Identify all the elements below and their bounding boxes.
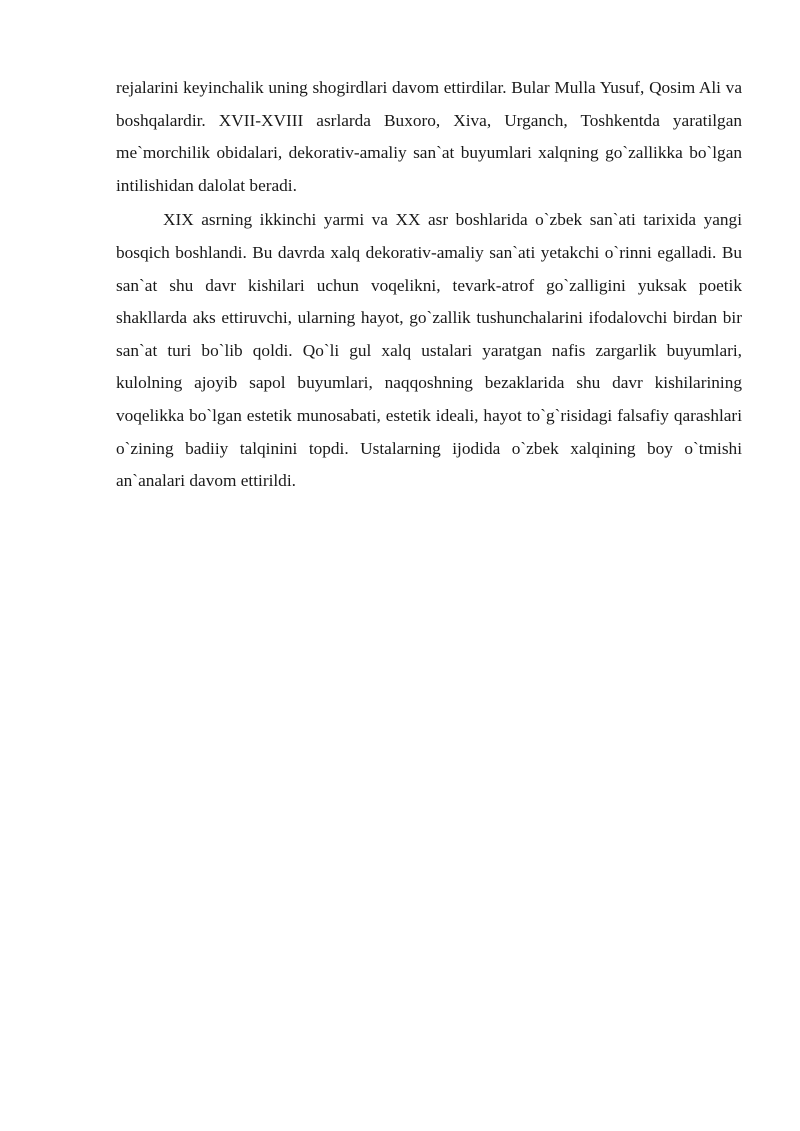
paragraph-continuation: rejalarini keyinchalik uning shogirdlari davom ettirdilar. Bular Mulla Yusuf, Qosim Ali va boshqalardir. XVII-XVIII asrlarda Buxoro, Xiva, Urganch, Toshkentda yaratilgan me`morchilik obidalari, dekorativ-amaliy san`at buyumlari xalqning go`zallikka bo`lgan intilishidan dalolat beradi. [116, 78, 742, 195]
paragraph: XIX asrning ikkinchi yarmi va XX asr boshlarida o`zbek san`ati tarixida yangi bosqich boshlandi. Bu davrda xalq dekorativ-amaliy san`ati yetakchi o`rinni egalladi. Bu san`at shu davr kishilari uchun voqelikni, tevark-atrof go`zalligini yuksak poetik shakllarda aks ettiruvchi, ularning hayot, go`zallik tushunchalarini ifodalovchi birdan bir san`at turi bo`lib qoldi. Qo`li gul xalq ustalari yaratgan nafis zargarlik buyumlari, kulolning ajoyib sapol buyumlari, naqqoshning bezaklarida shu davr kishilarining voqelikka bo`lgan estetik munosabati, estetik ideali, hayot to`g`risidagi falsafiy qarashlari o`zining badiiy talqinini topdi. Ustalarning ijodida o`zbek xalqining boy o`tmishi an`analari davom ettirildi. [116, 210, 742, 491]
document-body [116, 72, 742, 498]
